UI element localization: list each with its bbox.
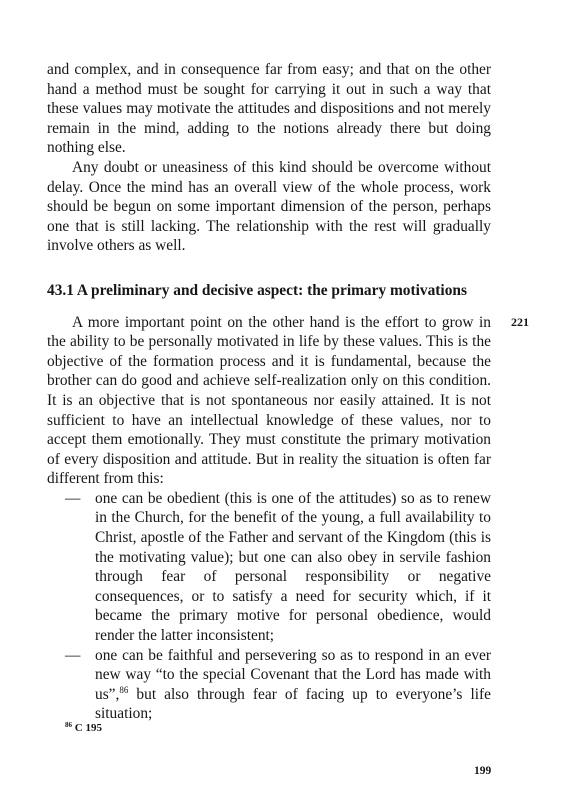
footnote (65, 721, 102, 735)
page-number: 199 (474, 765, 492, 777)
margin-paragraph-number: 221 (511, 314, 529, 329)
section-heading: 43.1 A preliminary and decisive aspect: the primary motivations (47, 281, 467, 299)
list-item (47, 646, 491, 724)
footnote-marker: 86 (65, 721, 72, 729)
dash-list (47, 489, 491, 724)
list-item (47, 489, 491, 646)
dash-bullet: — (65, 646, 81, 664)
section-paragraph: A more important point on the other hand is the effort to grow in the ability to be personally motivated in life by these values. This is the objective of the formation process and it is fundamental, because the brother can do good and achieve self-realization only on this condition. It is an objective that is not spontaneous nor easily attained. It is not sufficient to have an intellectual knowledge of these values, nor to accept them emotionally. They must constitute the primary motivation of every disposition and attitude. But in reality the situation is often far different from this: (47, 313, 491, 488)
page-body (47, 60, 529, 724)
footnote-reference: 86 (119, 684, 129, 695)
list-item-text-after: but also through fear of facing up to everyone’s life situation; (95, 685, 491, 723)
dash-bullet: — (65, 489, 81, 507)
section-paragraph-wrap (47, 313, 529, 489)
intro-paragraph-1: and complex, and in consequence far from easy; and that on the other hand a method must be sought for carrying it out in such a way that these values may motivate the attitudes and dispositions and not merely remain in the mind, adding to the notions already there but doing nothing else. (47, 61, 491, 157)
footnote-text: C 195 (72, 722, 102, 734)
list-item-text-before: one can be faithful and persevering so as to respond in an ever new way “to the special Covenant that the Lord has made with us”, (95, 646, 491, 703)
list-item-text: one can be obedient (this is one of the attitudes) so as to renew in the Church, for the benefit of the young, a full availability to Christ, apostle of the Father and servant of the Kingdom (this is the motivating value); but one can also obey in servile fashion through fear of personal responsibility or negative consequences, or to satisfy a need for security which, if it became the primary motive for personal obedience, would render the latter inconsistent; (95, 489, 491, 645)
intro-paragraph-2: Any doubt or uneasiness of this kind should be overcome without delay. Once the mind has an overall view of the whole process, work should be begun on some important dimension of the person, perhaps one that is still lacking. The relationship with the rest will gradually involve others as well. (47, 158, 491, 255)
